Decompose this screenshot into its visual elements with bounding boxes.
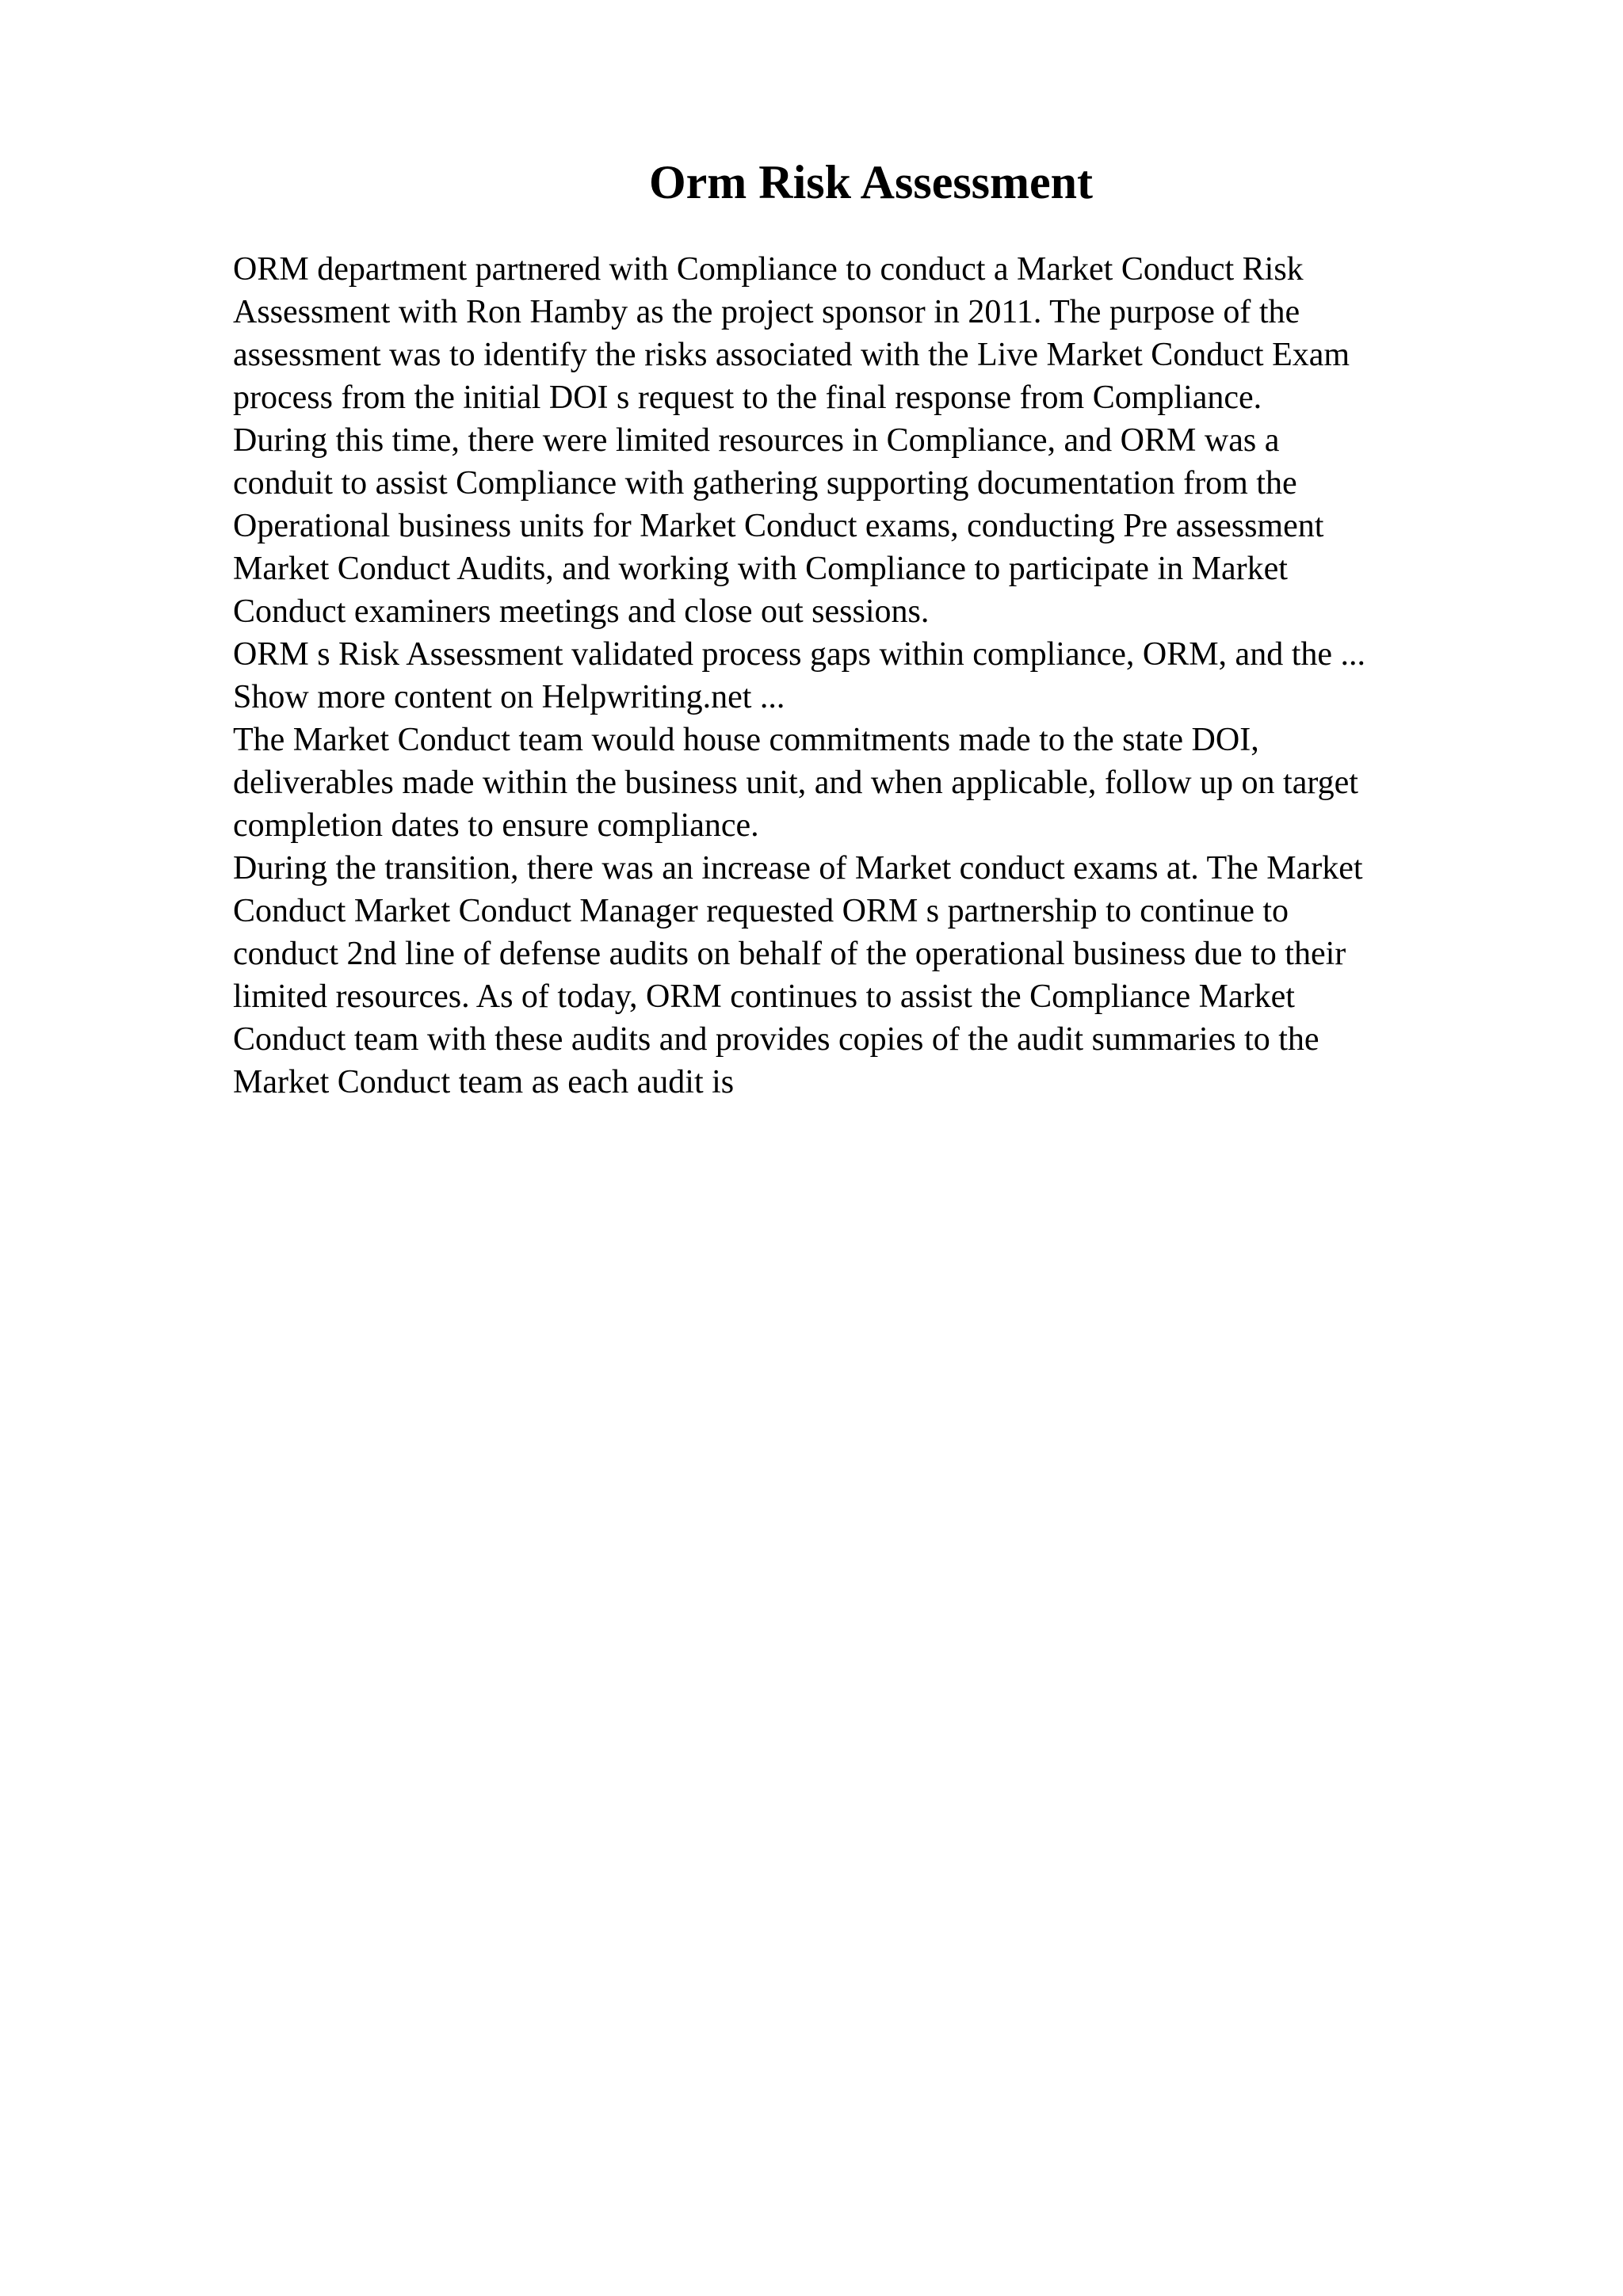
text-line: conduit to assist Compliance with gathering supporting documentation from the bbox=[233, 465, 1297, 502]
text-line: Market Conduct team as each audit is bbox=[233, 1064, 735, 1100]
show-more-line: Show more content on Helpwriting.net ... bbox=[233, 679, 785, 715]
text-line: Assessment with Ron Hamby as the project sponsor in 2011. The purpose of the bbox=[233, 294, 1300, 330]
text-line: Conduct Market Conduct Manager requested ORM s partnership to continue to bbox=[233, 893, 1289, 929]
text-line: conduct 2nd line of defense audits on behalf of the operational business due to their bbox=[233, 936, 1346, 972]
text-line: process from the initial DOI s request to the final response from Compliance. bbox=[233, 379, 1262, 416]
text-line: Market Conduct Audits, and working with Compliance to participate in Market bbox=[233, 551, 1288, 587]
document-body bbox=[233, 248, 1501, 1104]
text-line: The Market Conduct team would house commitments made to the state DOI, bbox=[233, 722, 1259, 758]
text-line: deliverables made within the business unit, and when applicable, follow up on target bbox=[233, 765, 1358, 801]
text-line: assessment was to identify the risks associated with the Live Market Conduct Exam bbox=[233, 337, 1350, 373]
text-line: Conduct examiners meetings and close out sessions. bbox=[233, 593, 930, 630]
text-line: Operational business units for Market Conduct exams, conducting Pre assessment bbox=[233, 508, 1324, 544]
text-line: During the transition, there was an increase of Market conduct exams at. The Market bbox=[233, 850, 1363, 887]
text-line: During this time, there were limited resources in Compliance, and ORM was a bbox=[233, 422, 1280, 459]
text-line: ORM department partnered with Compliance to conduct a Market Conduct Risk bbox=[233, 251, 1304, 288]
text-line: ORM s Risk Assessment validated process gaps within compliance, ORM, and the ... bbox=[233, 636, 1366, 673]
text-line: limited resources. As of today, ORM continues to assist the Compliance Market bbox=[233, 978, 1295, 1015]
text-line: Conduct team with these audits and provides copies of the audit summaries to the bbox=[233, 1021, 1319, 1058]
page-title: Orm Risk Assessment bbox=[648, 156, 1093, 208]
text-line: completion dates to ensure compliance. bbox=[233, 807, 759, 844]
